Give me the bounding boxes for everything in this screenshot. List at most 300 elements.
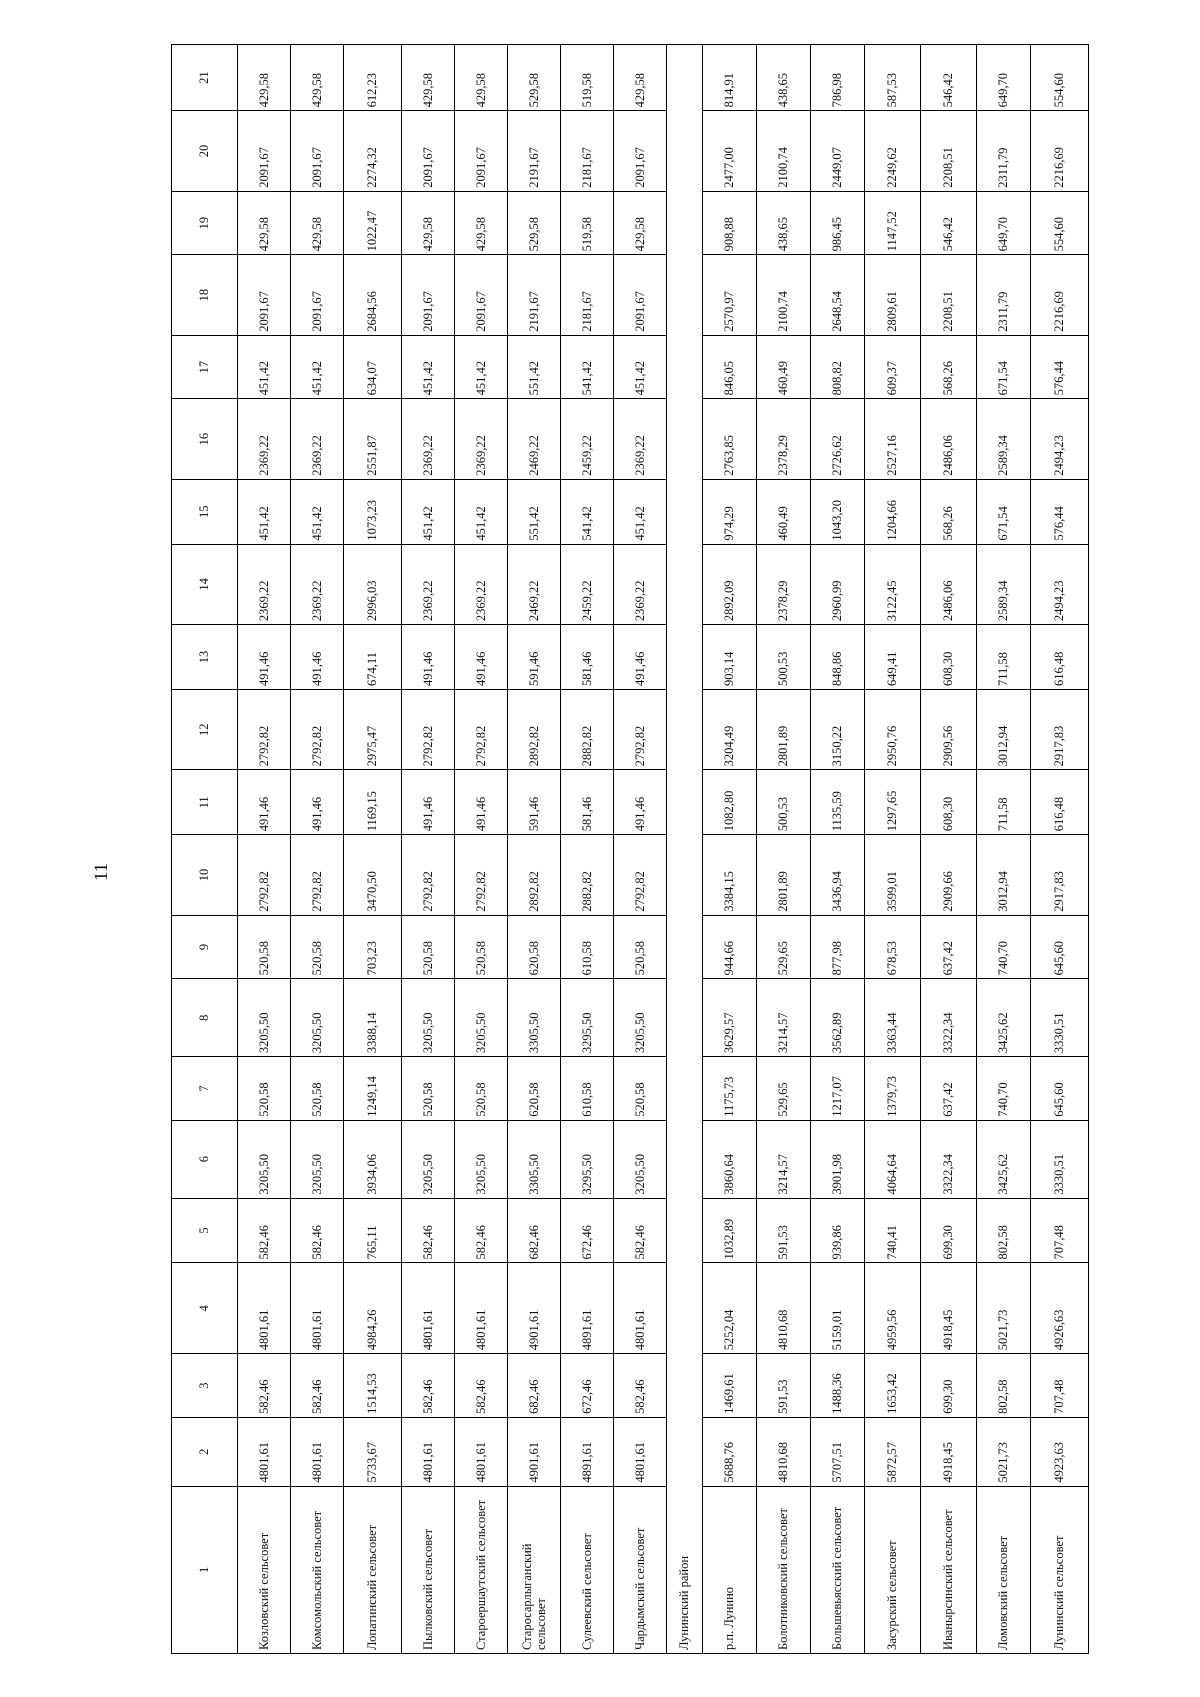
value-cell: 2274,32 <box>344 111 402 191</box>
value-cell: 5872,57 <box>865 1417 921 1486</box>
value-cell: 1488,36 <box>811 1354 865 1418</box>
value-cell: 1514,53 <box>344 1354 402 1418</box>
value-cell: 1653,42 <box>865 1354 921 1418</box>
value-cell: 671,54 <box>977 479 1031 544</box>
value-cell: 3562,89 <box>811 979 865 1057</box>
value-cell: 591,53 <box>757 1198 811 1263</box>
value-cell: 786,98 <box>811 45 865 111</box>
value-cell: 2726,62 <box>811 399 865 479</box>
value-cell: 429,58 <box>455 191 508 255</box>
column-header: 9 <box>172 915 238 979</box>
value-cell: 2486,06 <box>921 399 977 479</box>
value-cell: 429,58 <box>291 191 344 255</box>
value-cell: 707,48 <box>1031 1198 1089 1263</box>
value-cell: 3214,57 <box>757 979 811 1057</box>
value-cell: 699,30 <box>921 1354 977 1418</box>
value-cell: 2378,29 <box>757 399 811 479</box>
value-cell: 568,26 <box>921 335 977 399</box>
value-cell: 451,42 <box>402 479 455 544</box>
value-cell: 529,58 <box>508 45 561 111</box>
value-cell: 939,86 <box>811 1198 865 1263</box>
value-cell: 2494,23 <box>1031 544 1089 624</box>
value-cell: 2909,56 <box>921 689 977 769</box>
value-cell: 576,44 <box>1031 335 1089 399</box>
column-header: 5 <box>172 1198 238 1263</box>
value-cell: 4918,45 <box>921 1263 977 1354</box>
value-cell: 582,46 <box>614 1198 667 1263</box>
value-cell: 582,46 <box>291 1198 344 1263</box>
value-cell: 460,49 <box>757 479 811 544</box>
value-cell: 451,42 <box>614 335 667 399</box>
value-cell: 2892,82 <box>508 689 561 769</box>
value-cell: 2792,82 <box>614 689 667 769</box>
column-header: 17 <box>172 335 238 399</box>
value-cell: 808,82 <box>811 335 865 399</box>
value-cell: 2091,67 <box>291 111 344 191</box>
settlement-name-cell: Чардымский сельсовет <box>614 1486 667 1653</box>
value-cell: 2792,82 <box>455 689 508 769</box>
settlement-name-cell: Лопатинский сельсовет <box>344 1486 402 1653</box>
value-cell: 1379,73 <box>865 1057 921 1121</box>
column-header: 4 <box>172 1263 238 1354</box>
value-cell: 2792,82 <box>402 835 455 915</box>
value-cell: 4801,61 <box>402 1263 455 1354</box>
value-cell: 491,46 <box>614 625 667 690</box>
value-cell: 3205,50 <box>291 979 344 1057</box>
value-cell: 620,58 <box>508 915 561 979</box>
value-cell: 2917,83 <box>1031 689 1089 769</box>
table-row <box>865 45 921 1654</box>
value-cell: 4801,61 <box>238 1417 291 1486</box>
value-cell: 649,70 <box>977 191 1031 255</box>
value-cell: 429,58 <box>614 191 667 255</box>
value-cell: 4984,26 <box>344 1263 402 1354</box>
value-cell: 634,07 <box>344 335 402 399</box>
value-cell: 5021,73 <box>977 1263 1031 1354</box>
value-cell: 2486,06 <box>921 544 977 624</box>
value-cell: 672,46 <box>561 1354 614 1418</box>
settlement-name-cell: Комсомольский сельсовет <box>291 1486 344 1653</box>
value-cell: 429,58 <box>291 45 344 111</box>
column-header: 15 <box>172 479 238 544</box>
table-row <box>455 45 508 1654</box>
value-cell: 2216,69 <box>1031 111 1089 191</box>
value-cell: 2763,85 <box>703 399 757 479</box>
table-row <box>977 45 1031 1654</box>
value-cell: 682,46 <box>508 1354 561 1418</box>
value-cell: 2369,22 <box>614 399 667 479</box>
value-cell: 3599,01 <box>865 835 921 915</box>
value-cell: 582,46 <box>455 1354 508 1418</box>
value-cell: 2191,67 <box>508 111 561 191</box>
value-cell: 491,46 <box>614 770 667 835</box>
value-cell: 2589,34 <box>977 399 1031 479</box>
value-cell: 582,46 <box>402 1198 455 1263</box>
value-cell: 3205,50 <box>402 1120 455 1198</box>
table-row <box>402 45 455 1654</box>
value-cell: 3470,50 <box>344 835 402 915</box>
column-header: 18 <box>172 255 238 335</box>
value-cell: 451,42 <box>238 335 291 399</box>
value-cell: 846,05 <box>703 335 757 399</box>
value-cell: 649,41 <box>865 625 921 690</box>
value-cell: 587,53 <box>865 45 921 111</box>
table-row <box>508 45 561 1654</box>
section-row <box>667 45 703 1654</box>
value-cell: 429,58 <box>614 45 667 111</box>
column-header: 11 <box>172 770 238 835</box>
value-cell: 2459,22 <box>561 399 614 479</box>
value-cell: 2369,22 <box>614 544 667 624</box>
value-cell: 944,66 <box>703 915 757 979</box>
value-cell: 2882,82 <box>561 835 614 915</box>
value-cell: 582,46 <box>291 1354 344 1418</box>
settlement-name-cell: Козловский сельсовет <box>238 1486 291 1653</box>
value-cell: 672,46 <box>561 1198 614 1263</box>
settlement-name-cell: Большевьясский сельсовет <box>811 1486 865 1653</box>
value-cell: 2801,89 <box>757 689 811 769</box>
value-cell: 3205,50 <box>238 1120 291 1198</box>
value-cell: 5252,04 <box>703 1263 757 1354</box>
value-cell: 2208,51 <box>921 111 977 191</box>
value-cell: 4810,68 <box>757 1417 811 1486</box>
settlement-name-cell: Ломовский сельсовет <box>977 1486 1031 1653</box>
settlement-name-cell: Иванырсинский сельсовет <box>921 1486 977 1653</box>
value-cell: 637,42 <box>921 915 977 979</box>
column-header: 1 <box>172 1486 238 1653</box>
value-cell: 1073,23 <box>344 479 402 544</box>
value-cell: 740,70 <box>977 1057 1031 1121</box>
value-cell: 740,41 <box>865 1198 921 1263</box>
value-cell: 429,58 <box>238 191 291 255</box>
value-cell: 4801,61 <box>455 1263 508 1354</box>
value-cell: 520,58 <box>291 1057 344 1121</box>
value-cell: 608,30 <box>921 625 977 690</box>
value-cell: 2091,67 <box>402 111 455 191</box>
value-cell: 671,54 <box>977 335 1031 399</box>
value-cell: 451,42 <box>402 335 455 399</box>
value-cell: 554,60 <box>1031 191 1089 255</box>
table-row <box>1031 45 1089 1654</box>
value-cell: 4801,61 <box>402 1417 455 1486</box>
value-cell: 2469,22 <box>508 544 561 624</box>
value-cell: 576,44 <box>1031 479 1089 544</box>
value-cell: 3934,06 <box>344 1120 402 1198</box>
value-cell: 2792,82 <box>455 835 508 915</box>
value-cell: 1249,14 <box>344 1057 402 1121</box>
value-cell: 2527,16 <box>865 399 921 479</box>
value-cell: 1032,89 <box>703 1198 757 1263</box>
value-cell: 1169,15 <box>344 770 402 835</box>
settlement-name-cell: Староершаутский сельсовет <box>455 1486 508 1653</box>
table-row <box>561 45 614 1654</box>
value-cell: 609,37 <box>865 335 921 399</box>
value-cell: 802,58 <box>977 1198 1031 1263</box>
value-cell: 2091,67 <box>238 255 291 335</box>
value-cell: 2369,22 <box>455 399 508 479</box>
value-cell: 637,42 <box>921 1057 977 1121</box>
value-cell: 451,42 <box>614 479 667 544</box>
value-cell: 2100,74 <box>757 255 811 335</box>
value-cell: 814,91 <box>703 45 757 111</box>
value-cell: 2369,22 <box>238 399 291 479</box>
value-cell: 520,58 <box>614 1057 667 1121</box>
value-cell: 2091,67 <box>614 255 667 335</box>
value-cell: 740,70 <box>977 915 1031 979</box>
value-cell: 491,46 <box>238 770 291 835</box>
value-cell: 491,46 <box>455 770 508 835</box>
value-cell: 4801,61 <box>614 1417 667 1486</box>
value-cell: 3388,14 <box>344 979 402 1057</box>
column-header: 8 <box>172 979 238 1057</box>
value-cell: 1082,80 <box>703 770 757 835</box>
table-row <box>291 45 344 1654</box>
value-cell: 4801,61 <box>291 1263 344 1354</box>
value-cell: 568,26 <box>921 479 977 544</box>
value-cell: 3012,94 <box>977 689 1031 769</box>
value-cell: 3295,50 <box>561 1120 614 1198</box>
value-cell: 2589,34 <box>977 544 1031 624</box>
value-cell: 1204,66 <box>865 479 921 544</box>
value-cell: 500,53 <box>757 625 811 690</box>
value-cell: 645,60 <box>1031 1057 1089 1121</box>
value-cell: 4901,61 <box>508 1263 561 1354</box>
value-cell: 2091,67 <box>455 255 508 335</box>
value-cell: 4801,61 <box>614 1263 667 1354</box>
value-cell: 848,86 <box>811 625 865 690</box>
value-cell: 4801,61 <box>291 1417 344 1486</box>
column-header: 10 <box>172 835 238 915</box>
value-cell: 802,58 <box>977 1354 1031 1418</box>
value-cell: 3330,51 <box>1031 979 1089 1057</box>
settlement-name-cell: Засурский сельсовет <box>865 1486 921 1653</box>
value-cell: 491,46 <box>291 625 344 690</box>
value-cell: 429,58 <box>402 191 455 255</box>
column-header: 20 <box>172 111 238 191</box>
value-cell: 529,65 <box>757 915 811 979</box>
value-cell: 520,58 <box>455 915 508 979</box>
value-cell: 986,45 <box>811 191 865 255</box>
value-cell: 2311,79 <box>977 111 1031 191</box>
value-cell: 460,49 <box>757 335 811 399</box>
tariff-table <box>171 44 1089 1654</box>
value-cell: 2648,54 <box>811 255 865 335</box>
value-cell: 546,42 <box>921 45 977 111</box>
value-cell: 554,60 <box>1031 45 1089 111</box>
value-cell: 451,42 <box>291 479 344 544</box>
value-cell: 3322,34 <box>921 1120 977 1198</box>
value-cell: 2792,82 <box>291 835 344 915</box>
value-cell: 608,30 <box>921 770 977 835</box>
value-cell: 877,98 <box>811 915 865 979</box>
value-cell: 3330,51 <box>1031 1120 1089 1198</box>
value-cell: 551,42 <box>508 335 561 399</box>
value-cell: 519,58 <box>561 45 614 111</box>
value-cell: 616,48 <box>1031 625 1089 690</box>
value-cell: 491,46 <box>291 770 344 835</box>
value-cell: 529,65 <box>757 1057 811 1121</box>
value-cell: 591,46 <box>508 770 561 835</box>
value-cell: 3425,62 <box>977 1120 1031 1198</box>
page-number: 11 <box>91 862 112 882</box>
value-cell: 2996,03 <box>344 544 402 624</box>
value-cell: 707,48 <box>1031 1354 1089 1418</box>
value-cell: 4926,63 <box>1031 1263 1089 1354</box>
value-cell: 2311,79 <box>977 255 1031 335</box>
value-cell: 3214,57 <box>757 1120 811 1198</box>
value-cell: 3205,50 <box>402 979 455 1057</box>
value-cell: 2369,22 <box>402 399 455 479</box>
settlement-name-cell: Сулеевский сельсовет <box>561 1486 614 1653</box>
value-cell: 2091,67 <box>238 111 291 191</box>
value-cell: 582,46 <box>238 1354 291 1418</box>
value-cell: 5688,76 <box>703 1417 757 1486</box>
value-cell: 2570,97 <box>703 255 757 335</box>
column-header: 2 <box>172 1417 238 1486</box>
value-cell: 3295,50 <box>561 979 614 1057</box>
value-cell: 491,46 <box>238 625 291 690</box>
value-cell: 711,58 <box>977 625 1031 690</box>
value-cell: 5159,01 <box>811 1263 865 1354</box>
value-cell: 1147,52 <box>865 191 921 255</box>
value-cell: 908,88 <box>703 191 757 255</box>
value-cell: 4064,64 <box>865 1120 921 1198</box>
value-cell: 581,46 <box>561 625 614 690</box>
value-cell: 520,58 <box>402 915 455 979</box>
value-cell: 2792,82 <box>402 689 455 769</box>
value-cell: 582,46 <box>614 1354 667 1418</box>
value-cell: 649,70 <box>977 45 1031 111</box>
value-cell: 520,58 <box>238 1057 291 1121</box>
value-cell: 546,42 <box>921 191 977 255</box>
settlement-name-cell: Болотниковский сельсовет <box>757 1486 811 1653</box>
value-cell: 2449,07 <box>811 111 865 191</box>
value-cell: 5707,51 <box>811 1417 865 1486</box>
value-cell: 2181,67 <box>561 255 614 335</box>
value-cell: 3384,15 <box>703 835 757 915</box>
table-row <box>921 45 977 1654</box>
value-cell: 451,42 <box>291 335 344 399</box>
value-cell: 4810,68 <box>757 1263 811 1354</box>
value-cell: 4959,56 <box>865 1263 921 1354</box>
value-cell: 2091,67 <box>402 255 455 335</box>
table-row <box>614 45 667 1654</box>
value-cell: 582,46 <box>238 1198 291 1263</box>
value-cell: 616,48 <box>1031 770 1089 835</box>
value-cell: 3305,50 <box>508 1120 561 1198</box>
value-cell: 2792,82 <box>238 689 291 769</box>
value-cell: 2801,89 <box>757 835 811 915</box>
value-cell: 4801,61 <box>238 1263 291 1354</box>
value-cell: 2792,82 <box>614 835 667 915</box>
value-cell: 3322,34 <box>921 979 977 1057</box>
value-cell: 2469,22 <box>508 399 561 479</box>
value-cell: 3205,50 <box>455 1120 508 1198</box>
value-cell: 491,46 <box>402 625 455 690</box>
value-cell: 3205,50 <box>614 979 667 1057</box>
value-cell: 2459,22 <box>561 544 614 624</box>
value-cell: 491,46 <box>402 770 455 835</box>
table-row <box>344 45 402 1654</box>
value-cell: 3425,62 <box>977 979 1031 1057</box>
value-cell: 3012,94 <box>977 835 1031 915</box>
value-cell: 429,58 <box>455 45 508 111</box>
value-cell: 2892,82 <box>508 835 561 915</box>
value-cell: 1135,59 <box>811 770 865 835</box>
value-cell: 678,53 <box>865 915 921 979</box>
value-cell: 4923,63 <box>1031 1417 1089 1486</box>
table-row <box>757 45 811 1654</box>
value-cell: 500,53 <box>757 770 811 835</box>
value-cell: 2369,22 <box>238 544 291 624</box>
value-cell: 3629,57 <box>703 979 757 1057</box>
value-cell: 520,58 <box>291 915 344 979</box>
table-row <box>238 45 291 1654</box>
value-cell: 4801,61 <box>455 1417 508 1486</box>
value-cell: 4891,61 <box>561 1263 614 1354</box>
table-row <box>703 45 757 1654</box>
column-header: 13 <box>172 625 238 690</box>
value-cell: 3205,50 <box>238 979 291 1057</box>
value-cell: 582,46 <box>402 1354 455 1418</box>
value-cell: 520,58 <box>238 915 291 979</box>
value-cell: 1217,07 <box>811 1057 865 1121</box>
rotated-table-container <box>171 44 1067 1654</box>
column-header: 12 <box>172 689 238 769</box>
settlement-name-cell: Лунинский сельсовет <box>1031 1486 1089 1653</box>
value-cell: 645,60 <box>1031 915 1089 979</box>
value-cell: 591,46 <box>508 625 561 690</box>
settlement-name-cell: р.п. Лунино <box>703 1486 757 1653</box>
value-cell: 2809,61 <box>865 255 921 335</box>
value-cell: 3205,50 <box>291 1120 344 1198</box>
value-cell: 2378,29 <box>757 544 811 624</box>
value-cell: 541,42 <box>561 335 614 399</box>
value-cell: 674,11 <box>344 625 402 690</box>
value-cell: 2369,22 <box>455 544 508 624</box>
value-cell: 3122,45 <box>865 544 921 624</box>
column-header: 19 <box>172 191 238 255</box>
value-cell: 429,58 <box>402 45 455 111</box>
value-cell: 3305,50 <box>508 979 561 1057</box>
table-rotation-frame <box>171 44 1067 1654</box>
value-cell: 581,46 <box>561 770 614 835</box>
value-cell: 3205,50 <box>455 979 508 1057</box>
value-cell: 582,46 <box>455 1198 508 1263</box>
value-cell: 2917,83 <box>1031 835 1089 915</box>
value-cell: 451,42 <box>455 335 508 399</box>
value-cell: 3204,49 <box>703 689 757 769</box>
value-cell: 2208,51 <box>921 255 977 335</box>
value-cell: 451,42 <box>238 479 291 544</box>
value-cell: 711,58 <box>977 770 1031 835</box>
column-header: 7 <box>172 1057 238 1121</box>
value-cell: 451,42 <box>455 479 508 544</box>
value-cell: 3150,22 <box>811 689 865 769</box>
settlement-name-cell: Старосарлыганский сельсовет <box>508 1486 561 1653</box>
value-cell: 2191,67 <box>508 255 561 335</box>
value-cell: 2551,87 <box>344 399 402 479</box>
value-cell: 3436,94 <box>811 835 865 915</box>
value-cell: 2091,67 <box>614 111 667 191</box>
value-cell: 620,58 <box>508 1057 561 1121</box>
value-cell: 699,30 <box>921 1198 977 1263</box>
value-cell: 2369,22 <box>291 399 344 479</box>
value-cell: 551,42 <box>508 479 561 544</box>
value-cell: 2369,22 <box>291 544 344 624</box>
value-cell: 2091,67 <box>455 111 508 191</box>
value-cell: 703,23 <box>344 915 402 979</box>
